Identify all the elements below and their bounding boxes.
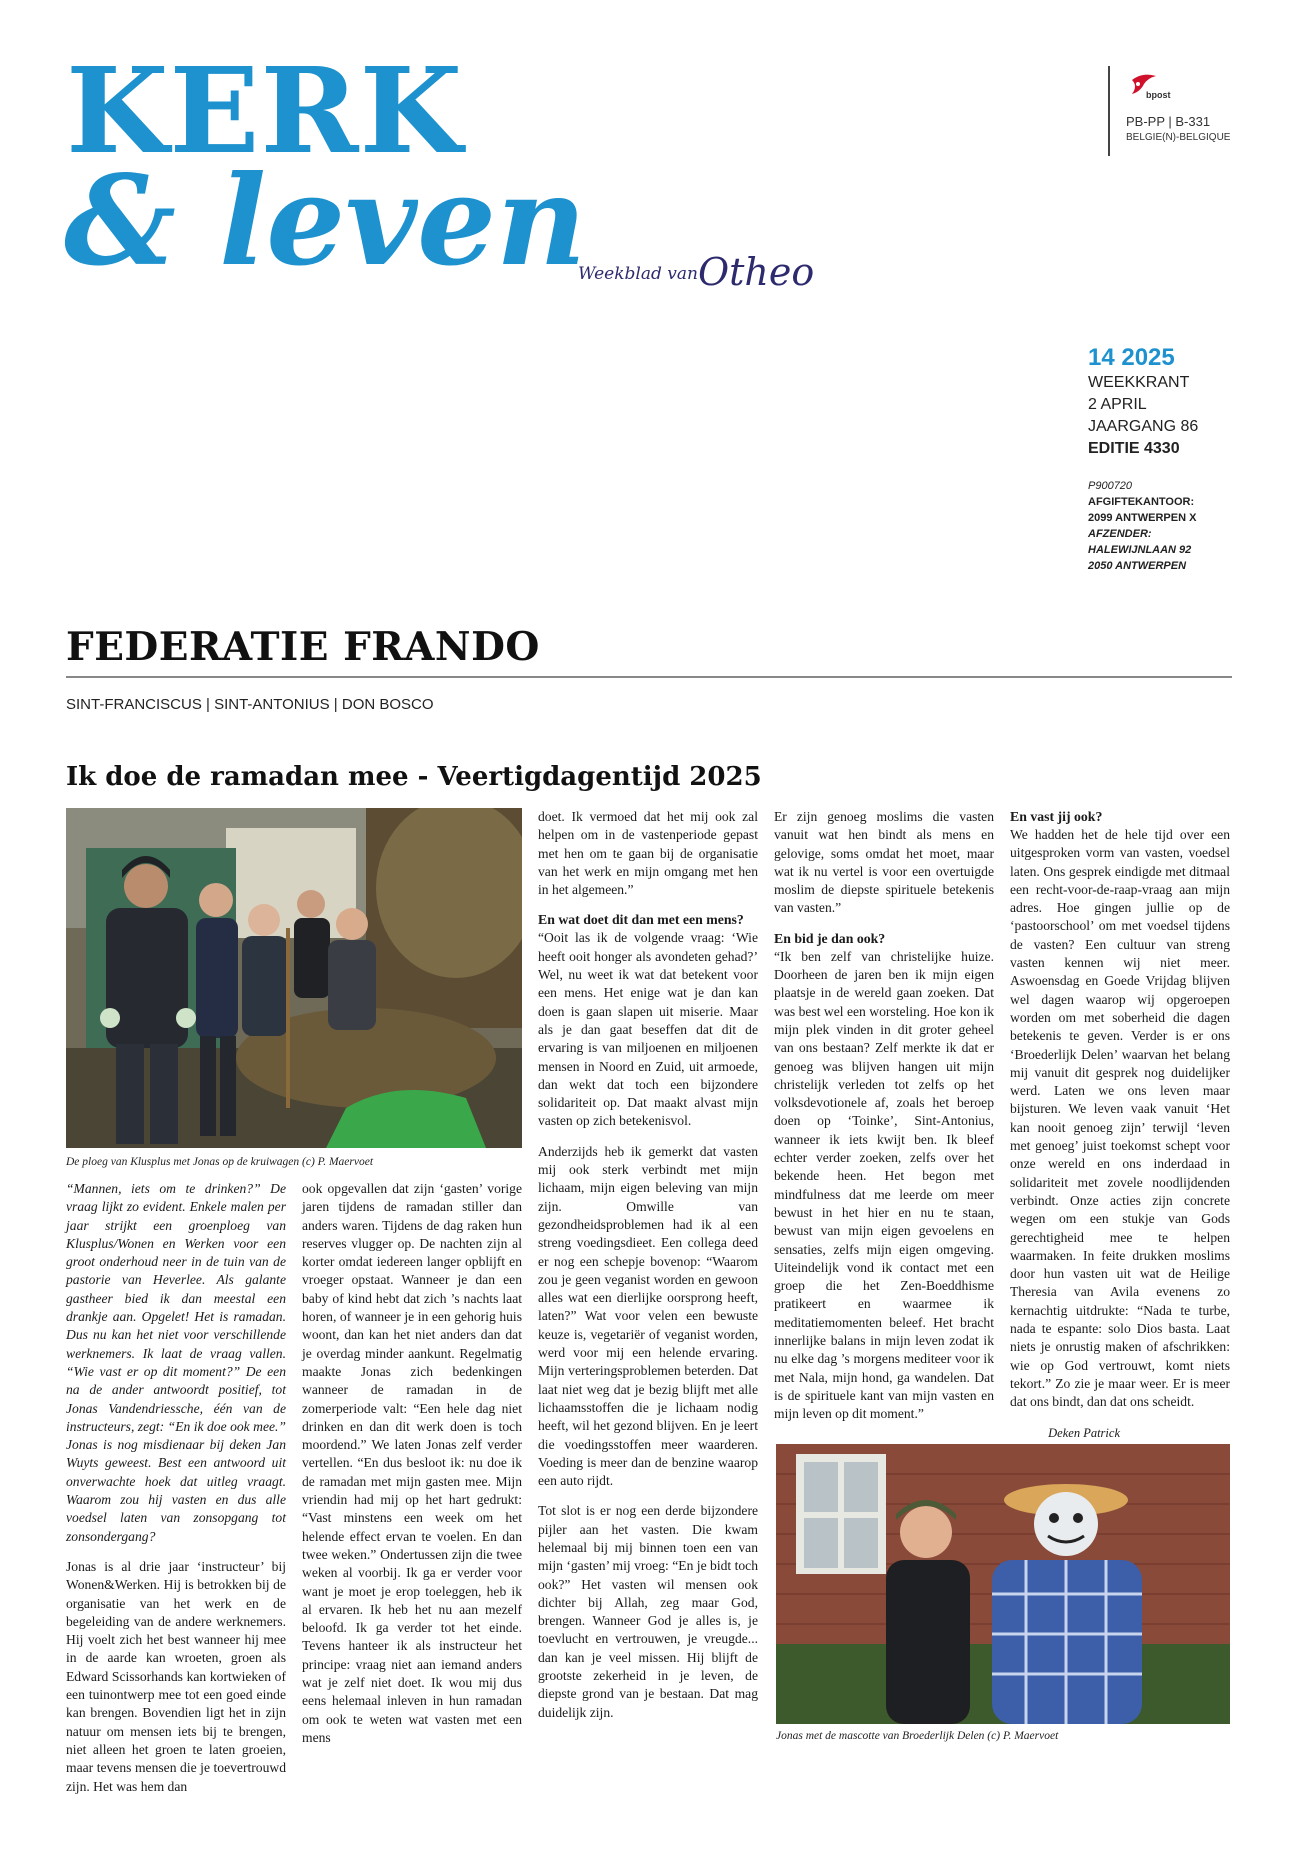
photo-caption-2: Jonas met de mascotte van Broederlijk Delen (c) P. Maervoet [776,1730,1059,1742]
issue-volume: JAARGANG 86 [1088,418,1199,435]
masthead-tagline: Weekblad van [578,264,698,284]
issue-info [1088,344,1198,460]
sender-city: 2050 ANTWERPEN [1088,560,1187,572]
article-paragraph: Anderzijds heb ik gemerkt dat vasten mij ook sterk verbindt met mijn lichaam, mijn eigen beleving van mijn zijn. Omwille van gezondheidsproblemen had ik al een streng voedingsdieet. Een collega deed er nog een schepje bovenop: “Waarom zou je geen veganist worden en gewoon alles wat een dierlijke oorsprong heeft, laten?” Wat voor velen een bewuste keuze is, vegetariër of veganist worden, werd voor mij een helende ervaring. Mijn verteringsproblemen beterden. Dat laat niet weg dat je bezig blijft met alle lichaamsstoffen die je lichaam nodig heeft, wil het gezond blijven. En je leert die voedingsstoffen meer waarderen. Voeding is meer dan de benzine waarop een auto rijdt. [538,1143,758,1489]
article-subheading: En vast jij ook? [1010,809,1103,824]
postage-country: BELGIE(N)-BELGIQUE [1126,132,1231,143]
sender-label: AFZENDER: [1088,528,1152,540]
article-column-2 [302,1180,522,1759]
issue-edition: EDITIE 4330 [1088,440,1180,457]
office-value: 2099 ANTWERPEN X [1088,512,1197,524]
sender-street: HALEWIJNLAAN 92 [1088,544,1192,556]
issue-date: 2 APRIL [1088,396,1147,413]
office-label: AFGIFTEKANTOOR: [1088,496,1195,508]
section-parishes: SINT-FRANCISCUS | SINT-ANTONIUS | DON BOSCO [66,696,434,713]
article-paragraph: We hadden het de hele tijd over een uitgesproken vorm van vasten, voedsel laten. Ons gesprek eindigde met ditmaal een recht-voor-de-raap-vraag aan mijn adres. Hoe gingen jullie op de ‘pastoorschool’ om met voedsel tijdens de vasten? Een cultuur van streng vasten kennen wij niet meer. Aswoensdag en Goede Vrijdag blijven wel dagen waarop wij opgeroepen worden om met soberheid die dagen betekenis te geven. Verder is er ons ‘Broederlijk Delen’ waarvan het belang mij vanuit dit gesprek nog duidelijker werd. Laten we ons leven maar bijsturen. We leven vaak vanuit ‘Het kan nooit genoeg zijn’ terwijl ‘leven met genoeg’ juist toekomst schept voor onze wereld en ons inderdaad in solidariteit met zovele noodlijdenden verbindt. Onze acties zijn concrete wegen om een stukje van Gods gerechtigheid mee te helpen waarmaken. In feite drukken moslims door hun vasten uit wat de Heilige Theresia van Avila evenens zo kernachtig uitdrukte: “Nada te turbe, nada te espante: solo Dios basta. Laat niets je onrustig maken of afschrikken: wie op God vertrouwt, komt niets tekort.” Zo zie je maar weer. Er is meer dat ons bindt, dan dat ons scheidt. [1010,827,1230,1410]
article-subheading: En bid je dan ook? [774,930,886,946]
sender-id: P900720 [1088,480,1133,492]
article-paragraph: ook opgevallen dat zijn ‘gasten’ vorige jaren tijdens de ramadan stiller dan anders waren. Tijdens de dag raken hun reserves vlugger op. De nachten zijn al korter omdat iedereen langer opblijft en vroeger opstaat. Wanneer je dan een baby of kind hebt dat zich ’s nachts laat horen, of wanneer je in een gehorig huis woont, dan kan het niet anders dan dat je overdag minder aankunt. Regelmatig maakte Jonas zich bedenkingen wanneer de ramadan in de zomerperiode valt: “Een hele dag niet drinken en dan dit werk doen is toch moordend.” We laten Jonas zelf verder vertellen. “En dus besloot ik: nu doe ik de ramadan met mijn gasten mee. Mijn vriendin had mij op het hart gedrukt: “Vast minstens een week om het helende effect ervan te voelen. En dan twee weken.” Ondertussen zijn die twee weken al voorbij. Ik ga er verder voor want je moet je erop toeleggen, heb ik al ervaren. Ik heb het nu aan mezelf beloofd. Ik ga verder tot het einde. Tevens hanteer ik als instructeur het principe: vraag niet aan iemand anders wat je zelf niet doet. Ik wou mij dus eens helemaal inleven in hun ramadan om ook te weten wat vasten met een mens [302,1181,522,1745]
article-paragraph: Er zijn genoeg moslims die vasten vanuit wat hen bindt als mens en gelovige, soms omdat het moet, maar wat ik nu vertel is voor een overtuigde moslim de diepste spirituele betekenis van vasten.” [774,809,994,916]
article-signature: Deken Patrick [1048,1425,1120,1440]
postage-code: PB-PP | B-331 [1126,114,1211,129]
masthead-kerk: KERK [66,41,464,180]
article-paragraph: “Ooit las ik de volgende vraag: ‘Wie heeft ooit honger als avondeten gehad?’ Wel, nu weet ik wat dat betekent voor een mens. Het enige wat je dan kan doen is gaan slapen uit miserie. Maar als je dan gaat beseffen dat dit de ervaring is van miljoenen en miljoenen mensen in Noord en Zuid, uit armoede, dan wekt dat toch een bijzondere solidariteit op. Dat maakt alvast mijn vasten op zich betekenisvol. [538,930,758,1129]
article-paragraph: “Ik ben zelf van christelijke huize. Doorheen de jaren ben ik mijn eigen plaatsje in de wereld gaan zoeken. Dat was best wel een worsteling. Hoe kon ik mijn plek vinden in dit groter geheel van ons bestaan? Zelf merkte ik dat er genoeg was blijven hangen uit mijn christelijk verleden tot zelfs op het volksdevotionele af, zoals het beroep doen op ‘Toinke’, Sint-Antonius, wanneer ik iets kwijt ben. Ik bleef echter verder zoeken, zelfs over het bekende heen. Het begon met mindfulness dat me leerde om meer bewust in het hier en nu te staan, bewust van mijn eigen gevoelens en sensaties, zelfs mijn eigen omgeving. Uiteindelijk vond ik contact met een groep die het Zen-Boeddhisme pratikeert en waarmee ik meditatiemomenten beleef. Het bracht innerlijke balans in mijn leven zodat ik nu elke dag ’s morgens mediteer voor ik met Nala, mijn hond, ga wandelen. Dat is de spirituele kant van mijn vasten en mijn leven op dit moment.” [774,948,994,1422]
article-subheading: En wat doet dit dan met een mens? [538,912,744,928]
article-paragraph: Jonas is al drie jaar ‘instructeur’ bij Wonen&Werken. Hij is betrokken bij de organisatie van het werk en de begeleiding van de andere werknemers. Hij voelt zich het best wanneer hij mee in de aarde kan wroeten, groen als Edward Scissorhands kan kortwieken of een tuinontwerp mee tot een goed einde kan brengen. Bovendien ligt het in zijn natuur om mensen iets bij te brengen, niet alleen het groen te laten groeien, maar tevens mensen die je toevertrouwd zijn. Het was hem dan [66,1558,286,1794]
article-paragraph: doet. Ik vermoed dat het mij ook zal helpen om in de vastenperiode gepast met hen om te gaan bij de organisatie van het werk en mijn omgang met hen in het algemeen.” [538,809,758,898]
article-intro: “Mannen, iets om te drinken?” De vraag lijkt zo evident. Enkele malen per jaar strijkt een groenploeg van Klusplus/Wonen en Werken voor een groot onderhoud neer in de tuin van de pastorie van Heverlee. Als galante gastheer bied ik dan meestal een drankje aan. Opgelet! Het is ramadan. Dus nu kan het niet voor verschillende werknemers. Ik laat de vraag vallen. “Wie vast er op dit moment?” De een na de ander antwoordt positief, tot Jonas Vandendriessche, één van de instructeurs, zegt: “En ik doe ook mee.” Jonas is nog misdienaar bij deken Jan Wuyts geweest. Best een antwoord uit onverwachte hoek dat uitleg vraagt. Waarom zou hij vasten en dus alle voedsel laten van zonsopgang tot zonsondergang? [66,1181,286,1544]
article-headline: Ik doe de ramadan mee - Veertigdagentijd 2025 [66,762,762,792]
mascot-photo [776,1444,1230,1724]
article-column-3 [538,808,758,1734]
issue-number: 14 2025 [1088,344,1175,371]
bpost-name: bpost [1146,90,1171,100]
section-title: FEDERATIE FRANDO [66,624,540,670]
team-photo [66,808,522,1148]
issue-type: WEEKKRANT [1088,374,1190,391]
section-divider [66,676,1232,678]
article-column-4 [774,808,994,1436]
masthead-leven: & leven [64,149,587,294]
article-column-1 [66,1180,286,1808]
article-paragraph: Tot slot is er nog een derde bijzondere pijler aan het vasten. Die kwam helemaal bij mij binnen toen een van mijn ‘gasten’ mij vroeg: “En je bidt toch ook?” Het vasten wil mensen ook dichter bij Allah, zeg maar God, brengen. Wanneer God je alles is, je toevlucht en vertrouwen, je vreugde... dan kan je veel missen. Hij blijft de grootste zekerheid in je leven, de diepste grond van je bestaan. Dat mag duidelijk zijn. [538,1503,758,1720]
postage-box [1108,66,1231,156]
photo-caption-1: De ploeg van Klusplus met Jonas op de kruiwagen (c) P. Maervoet [66,1156,374,1168]
otheo-logo: Otheo [698,250,815,294]
article-column-5 [1010,808,1230,1454]
sender-info [1088,478,1196,574]
